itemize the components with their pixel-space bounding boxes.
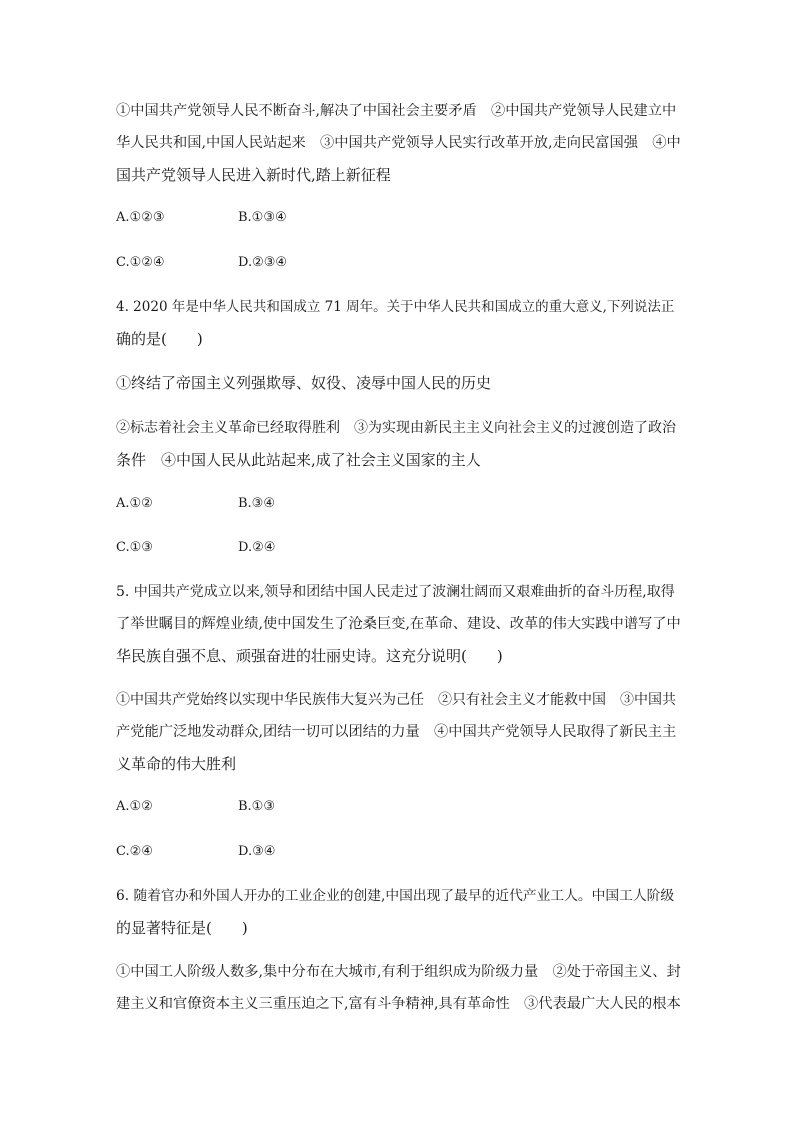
question-5-stem: 了举世瞩目的辉煌业绩,使中国发生了沧桑巨变,在革命、建设、改革的伟大实践中谱写了中 bbox=[116, 616, 681, 632]
statement-line: ①中国工人阶级人数多,集中分布在大城市,有利于组织成为阶级力量 ②处于帝国主义、封 bbox=[116, 964, 681, 980]
option-d: D.②③④ bbox=[238, 255, 288, 270]
statement-line: ①终结了帝国主义列强欺辱、奴役、凌辱中国人民的历史 bbox=[116, 374, 492, 392]
statement-line: 国共产党领导人民进入新时代,踏上新征程 bbox=[116, 166, 391, 184]
statement-line: 产党能广泛地发动群众,团结一切可以团结的力量 ④中国共产党领导人民取得了新民主主 bbox=[116, 724, 677, 740]
question-5-stem: 5. 中国共产党成立以来,领导和团结中国人民走过了波澜壮阔而又艰难曲折的奋斗历程,取得 bbox=[116, 584, 675, 600]
question-4-stem: 确的是( ) bbox=[116, 330, 203, 348]
option-a: A.①②③ bbox=[116, 210, 165, 225]
option-d: D.②④ bbox=[238, 540, 276, 555]
question-4-stem: 4. 2020 年是中华人民共和国成立 71 周年。关于中华人民共和国成立的重大意义,下列说法正 bbox=[116, 299, 675, 315]
statement-line: ①中国共产党领导人民不断奋斗,解决了中国社会主要矛盾 ②中国共产党领导人民建立中 bbox=[116, 103, 677, 119]
option-c: C.①③ bbox=[116, 540, 153, 555]
question-5-stem: 华民族自强不息、顽强奋进的壮丽史诗。这充分说明( ) bbox=[116, 647, 503, 665]
question-6-stem: 6. 随着官办和外国人开办的工业企业的创建,中国出现了最早的近代产业工人。中国工人阶级 bbox=[116, 888, 675, 904]
question-6-stem: 的显著特征是( ) bbox=[116, 919, 248, 937]
statement-line: 建主义和官僚资本主义三重压迫之下,富有斗争精神,具有革命性 ③代表最广大人民的根本 bbox=[116, 996, 681, 1012]
option-a: A.①② bbox=[116, 799, 153, 814]
option-d: D.③④ bbox=[238, 844, 276, 859]
statement-line: 义革命的伟大胜利 bbox=[116, 755, 237, 773]
statement-line: 华人民共和国,中国人民站起来 ③中国共产党领导人民实行改革开放,走向民富国强 ④中 bbox=[116, 135, 681, 151]
option-b: B.①③④ bbox=[238, 210, 287, 225]
statement-line: ①中国共产党始终以实现中华民族伟大复兴为己任 ②只有社会主义才能救中国 ③中国共 bbox=[116, 692, 676, 708]
option-c: C.①②④ bbox=[116, 255, 165, 270]
option-c: C.②④ bbox=[116, 844, 153, 859]
option-b: B.③④ bbox=[238, 496, 275, 511]
statement-line: ②标志着社会主义革命已经取得胜利 ③为实现由新民主主义向社会主义的过渡创造了政治 bbox=[116, 420, 676, 436]
option-b: B.①③ bbox=[238, 799, 275, 814]
option-a: A.①② bbox=[116, 496, 153, 511]
statement-line: 条件 ④中国人民从此站起来,成了社会主义国家的主人 bbox=[116, 451, 481, 469]
